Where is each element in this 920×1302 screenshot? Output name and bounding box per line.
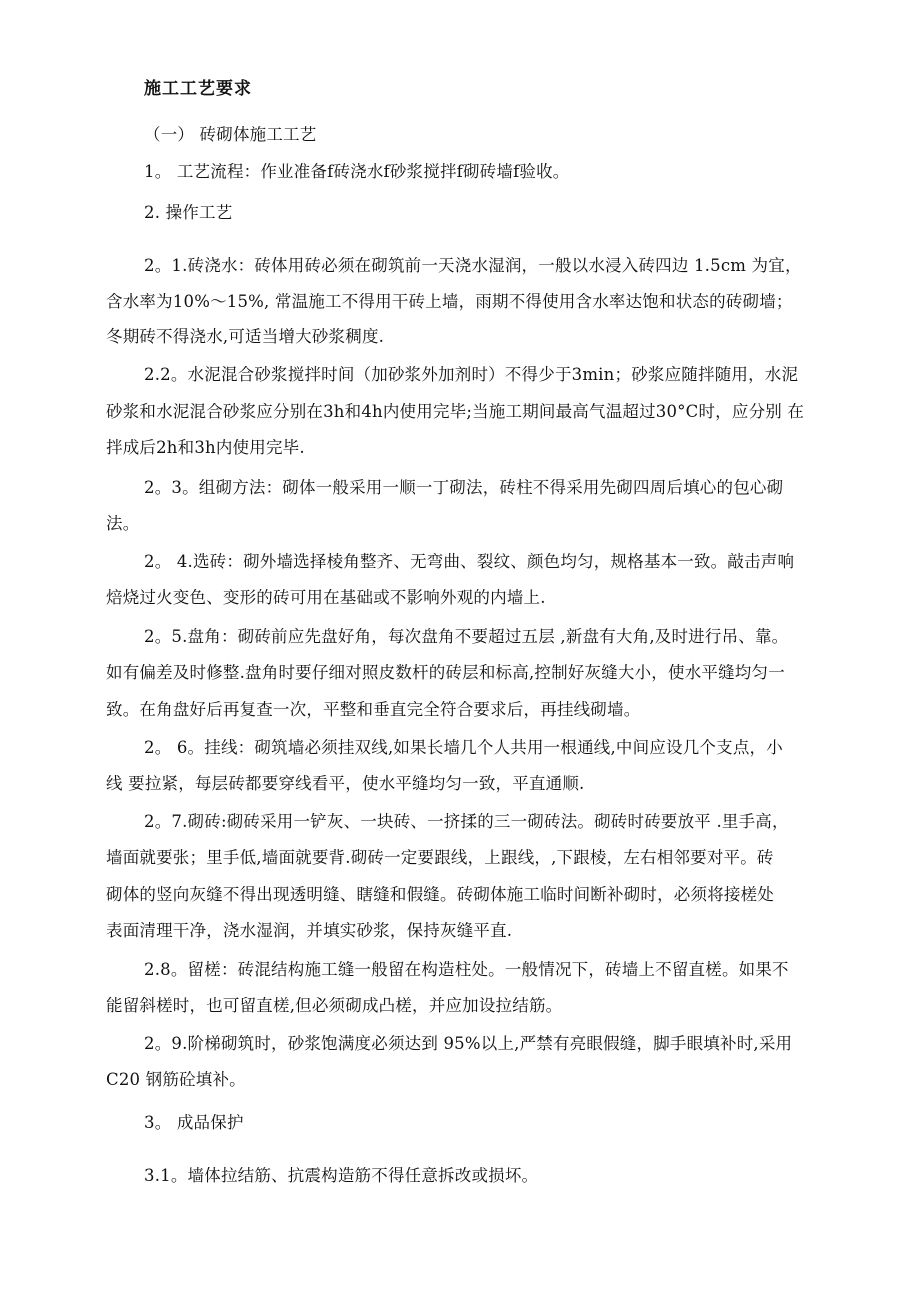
paragraph-line: 能留斜槎时，也可留直槎,但必须砌成凸槎，并应加设拉结筋。 bbox=[106, 996, 563, 1015]
paragraph-line: 焙烧过火变色、变形的砖可用在基础或不影响外观的内墙上. bbox=[106, 588, 546, 607]
paragraph-line: 致。在角盘好后再复查一次，平整和垂直完全符合要求后，再挂线砌墙。 bbox=[106, 700, 641, 719]
paragraph-3-1: 3.1。墙体拉结筋、抗震构造筋不得任意拆改或损坏。 bbox=[144, 1166, 539, 1185]
paragraph-line: 法。 bbox=[106, 514, 140, 533]
paragraph-line: 拌成后2h和3h内使用完毕. bbox=[106, 438, 305, 457]
item-finished-product-protection: 3。 成品保护 bbox=[144, 1113, 244, 1132]
paragraph-line: 含水率为10%～15%, 常温施工不得用干砖上墙，雨期不得使用含水率达饱和状态的砖砌墙； bbox=[106, 292, 793, 311]
paragraph-line: 2。 4.选砖：砌外墙选择棱角整齐、无弯曲、裂纹、颜色均匀，规格基本一致。敲击声响 bbox=[144, 552, 795, 571]
section-heading-brick-masonry: （一） 砖砌体施工工艺 bbox=[144, 125, 317, 144]
paragraph-line: C20 钢筋砼填补。 bbox=[106, 1070, 246, 1089]
paragraph-line: 砌体的竖向灰缝不得出现透明缝、瞎缝和假缝。砖砌体施工临时间断补砌时，必须将接槎处 bbox=[106, 885, 774, 904]
paragraph-line: 冬期砖不得浇水,可适当增大砂浆稠度. bbox=[106, 327, 385, 346]
paragraph-line: 墙面就要张；里手低,墙面就要背.砌砖一定要跟线，上跟线，,下跟棱，左右相邻要对平。砖 bbox=[106, 848, 774, 867]
paragraph-line: 2。9.阶梯砌筑时，砂浆饱满度必须达到 95%以上,严禁有亮眼假缝，脚手眼填补时,采用 bbox=[144, 1034, 793, 1053]
paragraph-line: 砂浆和水泥混合砂浆应分别在3h和4h内使用完毕;当施工期间最高气温超过30°C时，应分别 在 bbox=[106, 402, 805, 421]
paragraph-line: 2。 6。挂线：砌筑墙必须挂双线,如果长墙几个人共用一根通线,中间应设几个支点，小 bbox=[144, 738, 783, 757]
paragraph-line: 2.2。水泥混合砂浆搅拌时间（加砂浆外加剂时）不得少于3min；砂浆应随拌随用，水泥 bbox=[144, 365, 799, 384]
paragraph-line: 2。3。组砌方法：砌体一般采用一顺一丁砌法，砖柱不得采用先砌四周后填心的包心砌 bbox=[144, 478, 784, 497]
paragraph-line: 如有偏差及时修整.盘角时要仔细对照皮数杆的砖层和标高,控制好灰缝大小，使水平缝均匀一 bbox=[106, 663, 785, 682]
paragraph-line: 2.8。留槎：砖混结构施工缝一般留在构造柱处。一般情况下，砖墙上不留直槎。如果不 bbox=[144, 960, 789, 979]
paragraph-line: 线 要拉紧，每层砖都要穿线看平，使水平缝均匀一致，平直通顺. bbox=[106, 774, 585, 793]
paragraph-line: 2。1.砖浇水：砖体用砖必须在砌筑前一天浇水湿润，一般以水浸入砖四边 1.5cm 为宜， bbox=[144, 256, 802, 275]
item-process-flow: 1。 工艺流程：作业准备f砖浇水f砂浆搅拌f砌砖墙f验收。 bbox=[144, 162, 570, 181]
item-operation-process: 2. 操作工艺 bbox=[144, 203, 233, 222]
paragraph-line: 2。5.盘角：砌砖前应先盘好角，每次盘角不要超过五层 ,新盘有大角,及时进行吊、靠。 bbox=[144, 627, 789, 646]
paragraph-line: 表面清理干净，浇水湿润，并填实砂浆，保持灰缝平直. bbox=[106, 921, 513, 940]
document-title: 施工工艺要求 bbox=[144, 79, 252, 99]
paragraph-line: 2。7.砌砖:砌砖采用一铲灰、一块砖、一挤揉的三一砌砖法。砌砖时砖要放平 .里手高， bbox=[144, 812, 789, 831]
